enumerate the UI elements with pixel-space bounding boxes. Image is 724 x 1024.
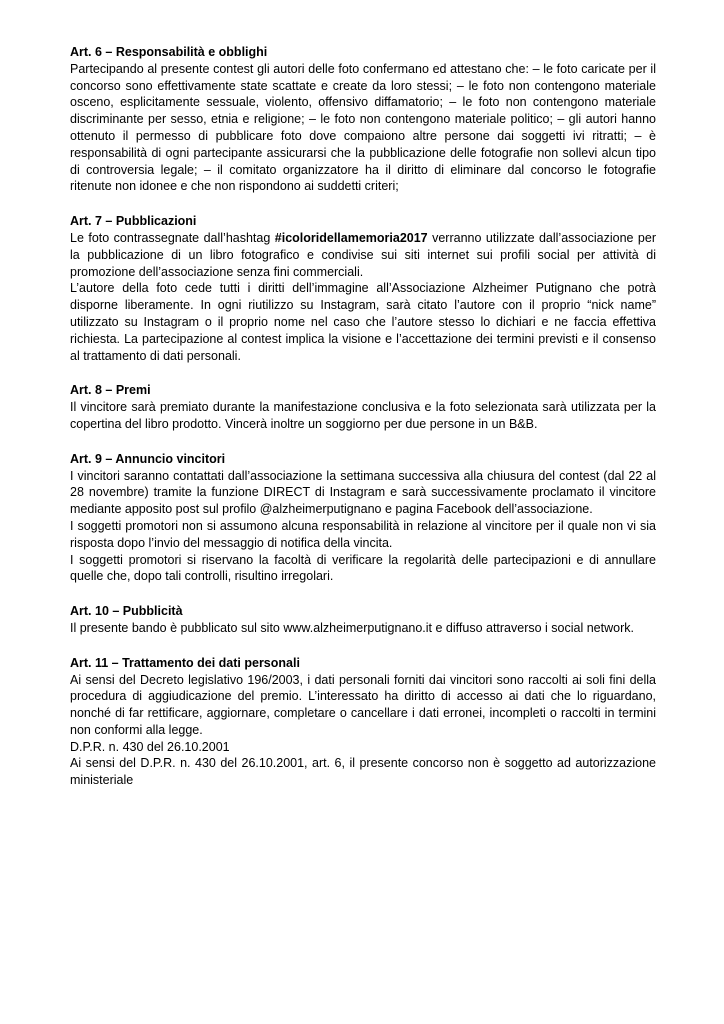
article-9-heading: Art. 9 – Annuncio vincitori xyxy=(70,451,226,466)
article-10-paragraph-1: Il presente bando è pubblicato sul sito www.alzheimerputignano.it e diffuso attraverso i social network. xyxy=(70,620,634,635)
article-11-dpr-reference: D.P.R. n. 430 del 26.10.2001 xyxy=(70,739,230,754)
hashtag: #icoloridellamemoria2017 xyxy=(274,230,428,245)
article-10 xyxy=(70,603,656,637)
article-7 xyxy=(70,213,656,364)
article-9 xyxy=(70,451,656,585)
article-7-heading: Art. 7 – Pubblicazioni xyxy=(70,214,197,229)
article-9-paragraph-1: I vincitori saranno contattati dall’associazione la settimana successiva alla chiusura del contest (dal 22 al 28 novembre) tramite la funzione DIRECT di Instagram e sarà successivamente proclamato il vincitore mediante apposito post sul profilo @alzheimerputignano e pagina Facebook dell’associazione. xyxy=(70,468,656,517)
article-11-paragraph-3: Ai sensi del D.P.R. n. 430 del 26.10.2001, art. 6, il presente concorso non è soggetto ad autorizzazione ministeriale xyxy=(70,756,656,788)
article-8-paragraph-1: Il vincitore sarà premiato durante la manifestazione conclusiva e la foto selezionata sarà utilizzata per la copertina del libro prodotto. Vincerà inoltre un soggiorno per due persone in un B&B. xyxy=(70,400,656,431)
article-11-heading: Art. 11 – Trattamento dei dati personali xyxy=(70,655,300,670)
article-8 xyxy=(70,382,656,432)
document-page xyxy=(70,44,656,807)
article-6 xyxy=(70,44,656,195)
article-7-paragraph-2: L’autore della foto cede tutti i diritti dell’immagine all’Associazione Alzheimer Putignano che potrà disporne liberamente. In ogni riutilizzo su Instagram, sarà citato l’autore con il proprio “nick name” utilizzato su Instagram o il proprio nome nel caso che l’autore stesso lo dichiari e ne faccia effettiva richiesta. La partecipazione al contest implica la visione e l’accettazione dei termini previsti e il consenso al trattamento di dati personali. xyxy=(70,281,656,363)
article-8-heading: Art. 8 – Premi xyxy=(70,383,151,398)
article-6-paragraph-1: Partecipando al presente contest gli autori delle foto confermano ed attestano che: – le foto caricate per il concorso sono effettivamente state scattate e create da loro stessi; – le foto non contengono materiale osceno, esplicitamente sessuale, violento, offensivo diffamatorio; – le foto non contengono materiale discriminante per sesso, etnia e religione; – le foto non contengono materiale politico; – gli autori hanno ottenuto il permesso di pubblicare foto dove compaiono altre persone dai soggetti ivi ritratti; – è responsabilità di ogni partecipante assicurarsi che la pubblicazione delle fotografie non sollevi alcun tipo di controversia legale; – il comitato organizzatore ha il diritto di eliminare dal concorso le fotografie ritenute non idonee e che non rispondono ai suddetti criteri; xyxy=(70,61,656,194)
article-7-paragraph-1 xyxy=(70,230,656,280)
article-7-text-before-hashtag: Le foto contrassegnate dall’hashtag xyxy=(70,230,275,245)
article-6-heading: Art. 6 – Responsabilità e obblighi xyxy=(70,45,268,59)
article-11-paragraph-1: Ai sensi del Decreto legislativo 196/2003, i dati personali forniti dai vincitori sono raccolti ai soli fini della procedura di aggiudicazione del premio. L’interessato ha diritto di accesso ai dati che lo riguardano, nonché di far rettificare, aggiornare, completare o cancellare i dati erronei, incompleti o raccolti in termini non conformi alla legge. xyxy=(70,672,656,737)
article-10-heading: Art. 10 – Pubblicità xyxy=(70,604,183,619)
article-11 xyxy=(70,655,656,789)
article-7-text-after-hashtag: verranno utilizzate dall’associazione per la pubblicazione di un libro fotografico e condivise sui siti internet sui profili social per attività di promozione dell’associazione senza fini commerciali. xyxy=(70,230,656,279)
article-9-paragraph-2: I soggetti promotori non si assumono alcuna responsabilità in relazione al vincitore per il quale non vi sia risposta dopo l’invio del messaggio di notifica della vincita. xyxy=(70,518,656,550)
article-9-paragraph-3: I soggetti promotori si riservano la facoltà di verificare la regolarità delle partecipazioni e di annullare quelle che, dopo tali controlli, risultino irregolari. xyxy=(70,552,656,584)
